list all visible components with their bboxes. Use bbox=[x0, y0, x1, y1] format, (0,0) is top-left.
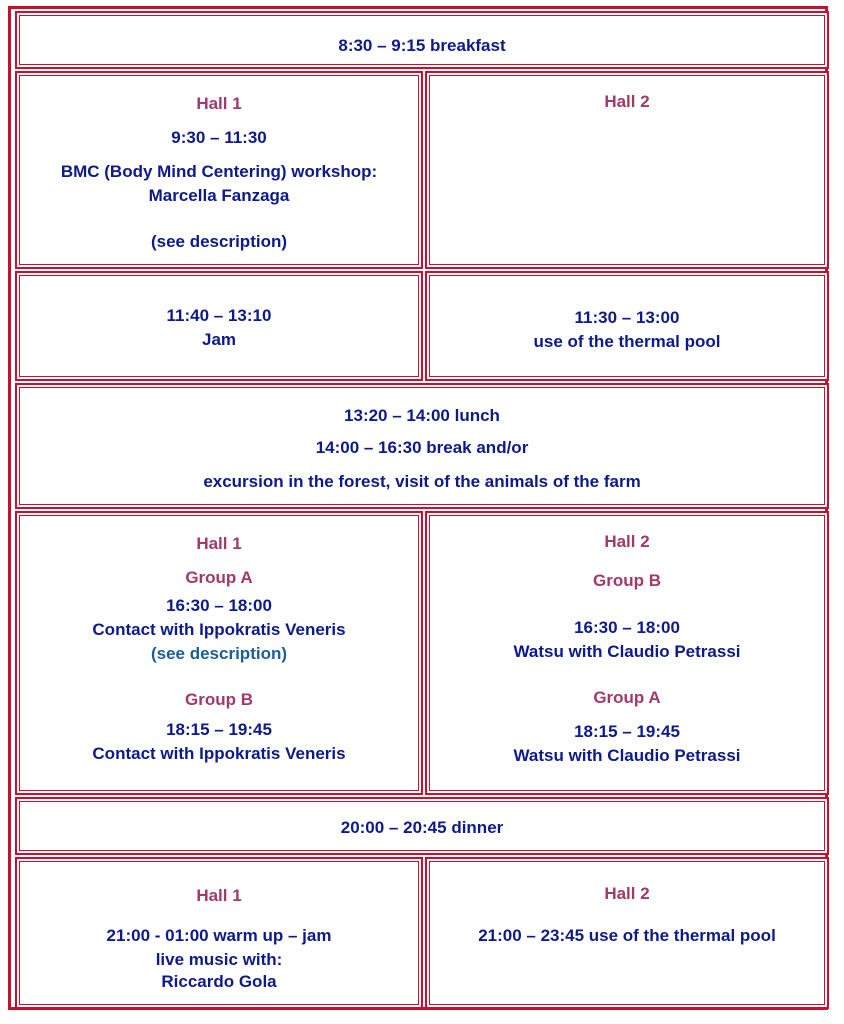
session-music: live music with: bbox=[155, 950, 283, 969]
lunch-text: 13:20 – 14:00 lunch bbox=[344, 406, 500, 425]
see-description-link[interactable]: (see description) bbox=[150, 644, 288, 663]
hall-label: Hall 2 bbox=[604, 92, 650, 111]
session-instructor: Marcella Fanzaga bbox=[148, 186, 290, 205]
late-morning-left-cell bbox=[16, 272, 422, 380]
group-label: Group B bbox=[185, 690, 253, 709]
late-morning-right-cell bbox=[426, 272, 828, 380]
afternoon-hall1-cell bbox=[16, 512, 422, 794]
morning-hall2-cell bbox=[426, 72, 828, 268]
hall-label: Hall 2 bbox=[604, 532, 650, 551]
session-time: 16:30 – 18:00 bbox=[166, 596, 272, 615]
session-activity: Watsu with Claudio Petrassi bbox=[513, 746, 741, 765]
hall-label: Hall 1 bbox=[196, 94, 242, 113]
session-activity: Watsu with Claudio Petrassi bbox=[513, 642, 741, 661]
morning-hall1-cell bbox=[16, 72, 422, 268]
hall-label: Hall 1 bbox=[196, 886, 242, 905]
session-activity: Contact with Ippokratis Veneris bbox=[92, 620, 346, 639]
session-time: 11:30 – 13:00 bbox=[574, 308, 680, 327]
group-label: Group B bbox=[593, 571, 661, 590]
session-time: 18:15 – 19:45 bbox=[574, 722, 680, 741]
breakfast-cell bbox=[16, 12, 828, 68]
session-time: 18:15 – 19:45 bbox=[166, 720, 272, 739]
session-musician: Riccardo Gola bbox=[161, 972, 277, 991]
session-activity: Contact with Ippokratis Veneris bbox=[92, 744, 346, 763]
session-activity: 21:00 - 01:00 warm up – jam bbox=[106, 926, 332, 945]
midday-cell bbox=[16, 384, 828, 508]
evening-hall2-cell bbox=[426, 858, 828, 1008]
session-time: 16:30 – 18:00 bbox=[574, 618, 680, 637]
dinner-text: 20:00 – 20:45 dinner bbox=[340, 818, 504, 837]
group-label: Group A bbox=[593, 688, 661, 707]
session-time: 11:40 – 13:10 bbox=[166, 306, 272, 325]
breakfast-text: 8:30 – 9:15 breakfast bbox=[338, 36, 506, 55]
session-activity: use of the thermal pool bbox=[533, 332, 721, 351]
excursion-text: excursion in the forest, visit of the animals of the farm bbox=[203, 472, 641, 491]
see-description-link[interactable]: (see description) bbox=[150, 232, 288, 251]
break-text: 14:00 – 16:30 break and/or bbox=[315, 438, 529, 457]
session-time: 9:30 – 11:30 bbox=[171, 128, 267, 147]
hall-label: Hall 1 bbox=[196, 534, 242, 553]
dinner-cell bbox=[16, 798, 828, 854]
session-activity: 21:00 – 23:45 use of the thermal pool bbox=[478, 926, 776, 945]
evening-hall1-cell bbox=[16, 858, 422, 1008]
session-activity: Jam bbox=[201, 330, 237, 349]
group-label: Group A bbox=[185, 568, 253, 587]
afternoon-hall2-cell bbox=[426, 512, 828, 794]
hall-label: Hall 2 bbox=[604, 884, 650, 903]
session-title: BMC (Body Mind Centering) workshop: bbox=[60, 162, 378, 181]
